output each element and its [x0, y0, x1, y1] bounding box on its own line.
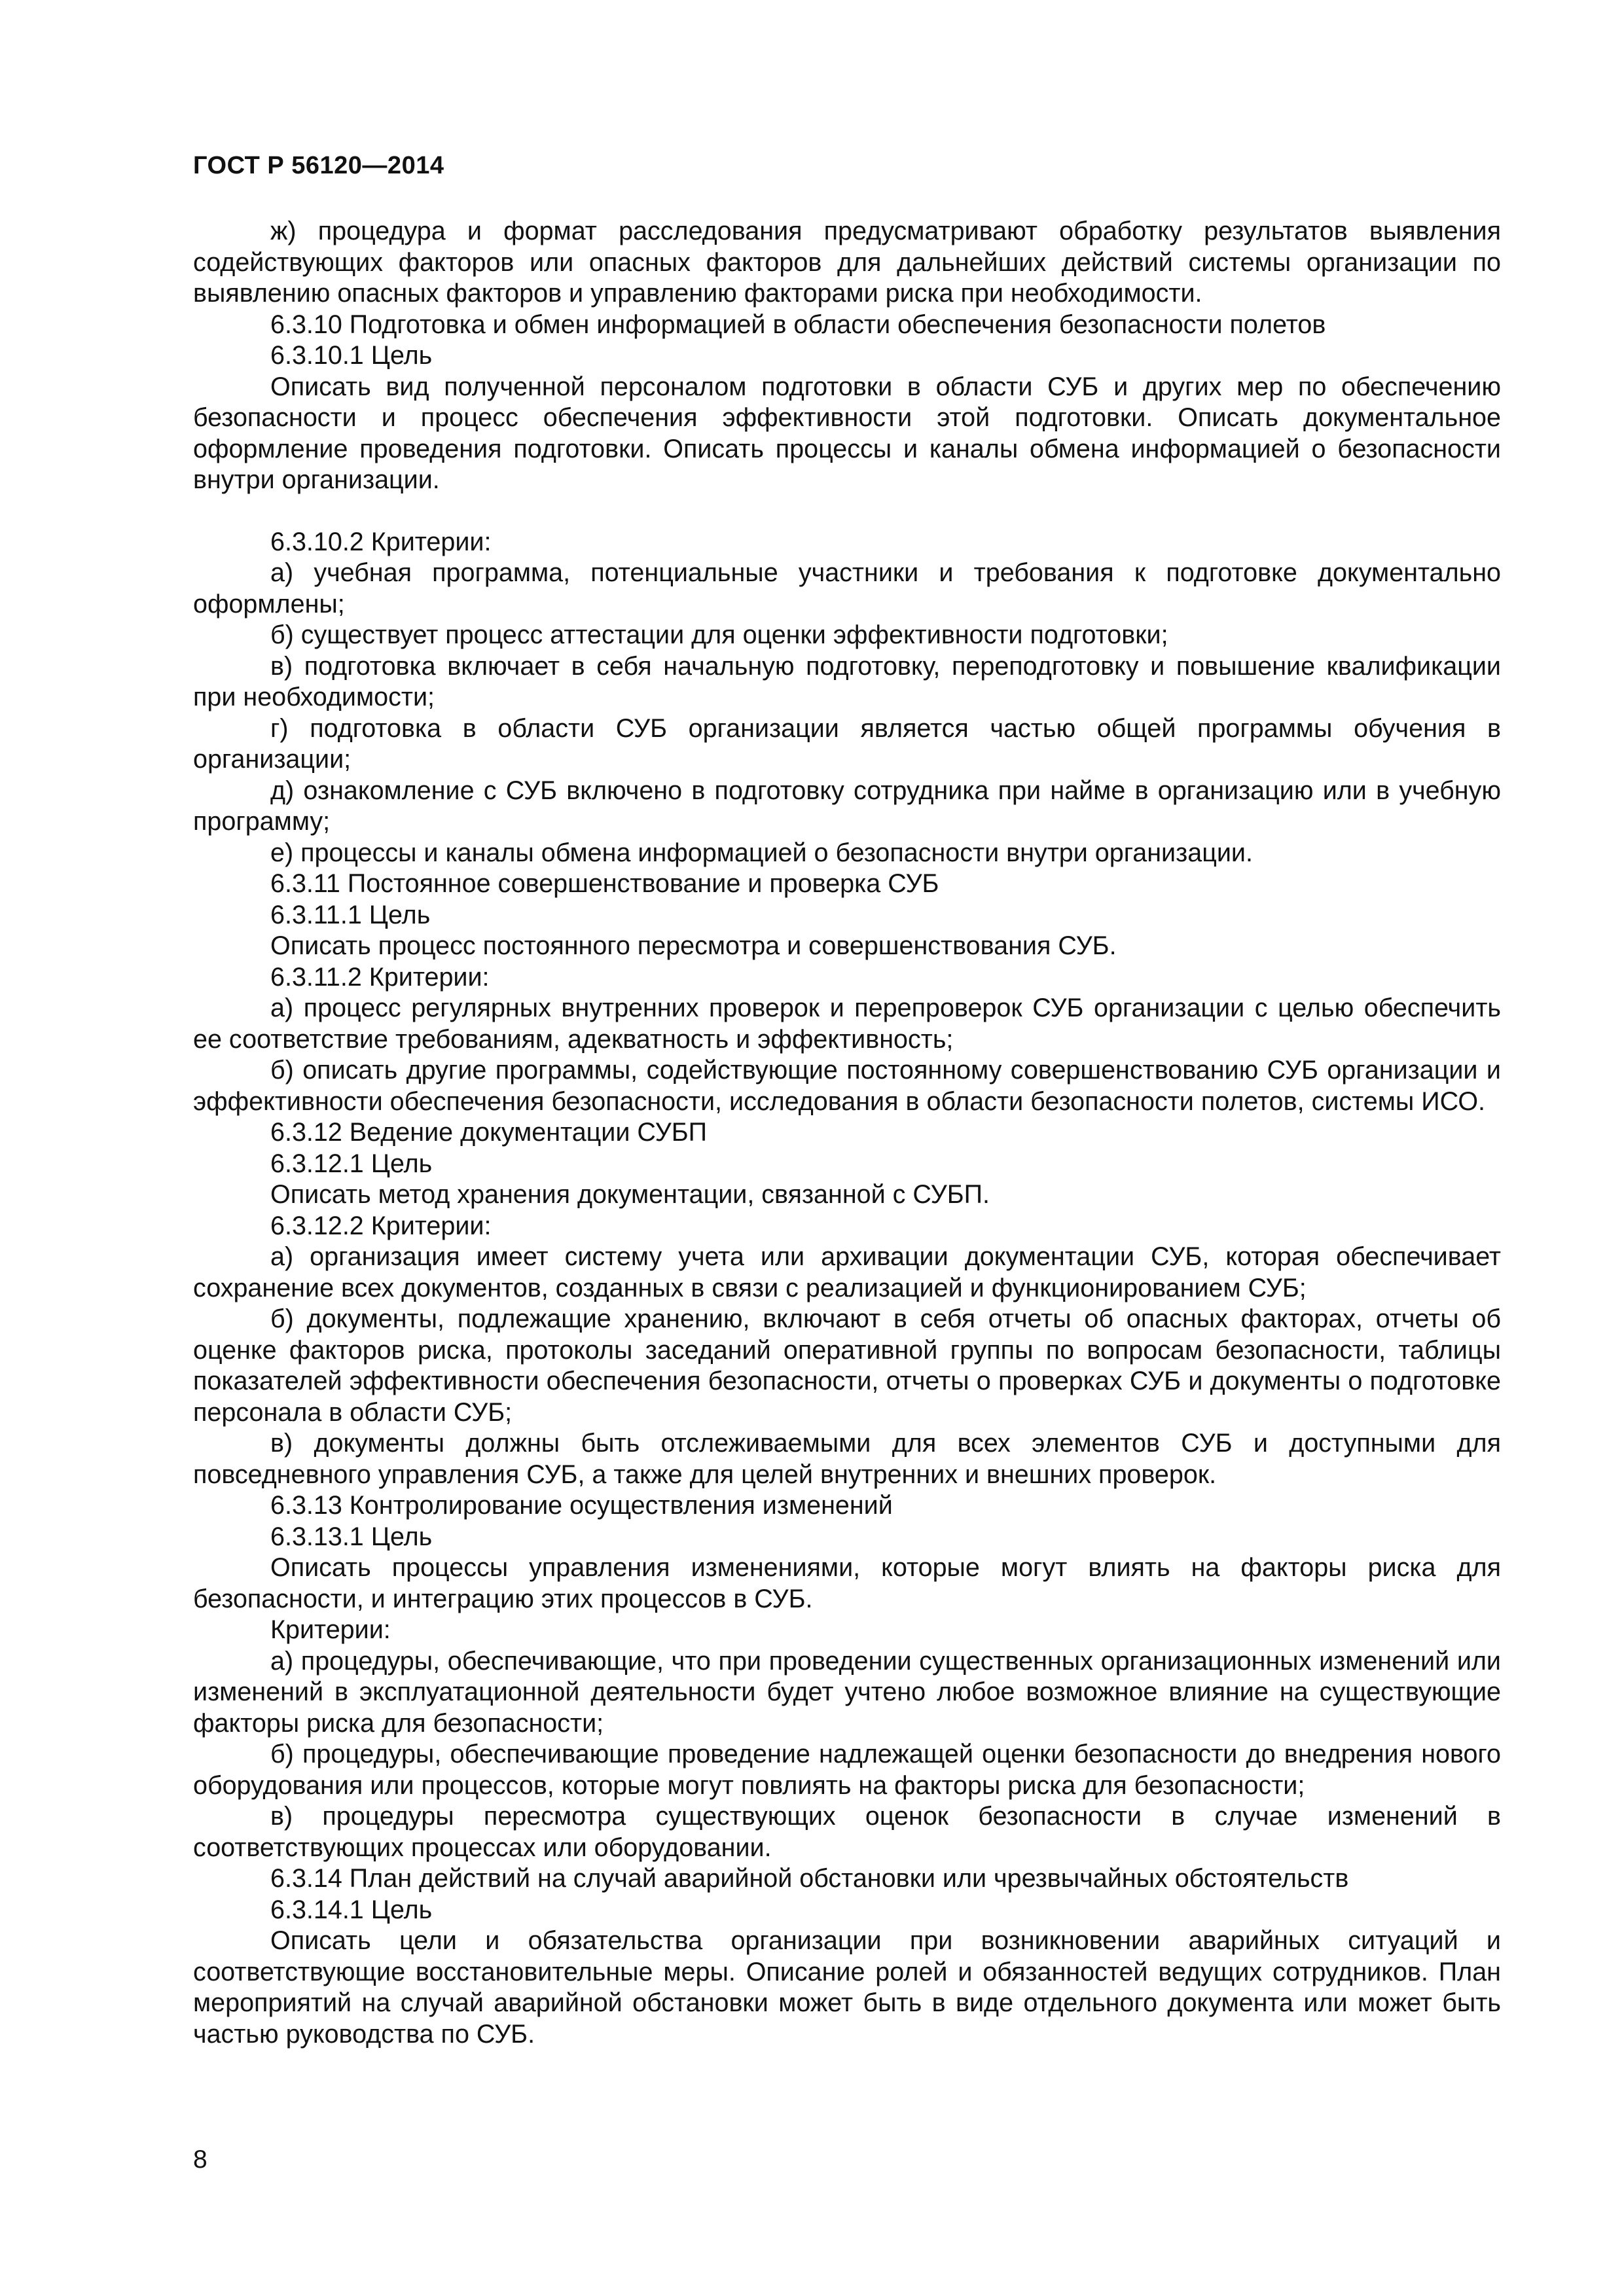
paragraph: Описать метод хранения документации, связанной с СУБП. [270, 1180, 990, 1209]
list-item: а) процесс регулярных внутренних проверок и перепроверок СУБ организации с целью обеспечить ее соответствие требованиям, адекватность и эффективность; [193, 994, 1501, 1054]
list-item: б) документы, подлежащие хранению, включают в себя отчеты об опасных факторах, отчеты об оценке факторов риска, протоколы заседаний оперативной группы по вопросам безопасности, таблицы показателей эффективности обеспечения безопасности, отчеты о проверках СУБ и документы о подготовке персонала в области СУБ; [193, 1304, 1501, 1427]
subsection-heading: 6.3.11.1 Цель [270, 900, 431, 929]
list-item: в) подготовка включает в себя начальную подготовку, переподготовку и повышение квалификации при необходимости; [193, 651, 1501, 711]
subsection-heading: 6.3.14.1 Цель [270, 1895, 433, 1924]
list-item: б) процедуры, обеспечивающие проведение надлежащей оценки безопасности до внедрения нового оборудования или процессов, которые могут повлиять на факторы риска для безопасности; [193, 1740, 1501, 1800]
section-heading: 6.3.12 Ведение документации СУБП [270, 1118, 708, 1147]
paragraph: Описать вид полученной персоналом подготовки в области СУБ и других мер по обеспечению безопасности и процесс обеспечения эффективности этой подготовки. Описать документальное оформление проведения подготовки. Описать процессы и каналы обмена информацией о безопасности внутри организации. [193, 372, 1501, 494]
subsection-heading: 6.3.13.1 Цель [270, 1522, 433, 1551]
subsection-heading: Критерии: [270, 1615, 391, 1644]
subsection-heading: 6.3.10.1 Цель [270, 341, 433, 370]
section-heading: 6.3.13 Контролирование осуществления изменений [270, 1491, 893, 1520]
section-heading: 6.3.11 Постоянное совершенствование и проверка СУБ [270, 869, 939, 898]
paragraph: ж) процедура и формат расследования предусматривают обработку результатов выявления содействующих факторов или опасных факторов для дальнейших действий системы организации по выявлению опасных факторов и управлению факторами риска при необходимости. [193, 217, 1501, 308]
list-item: г) подготовка в области СУБ организации является частью общей программы обучения в организации; [193, 713, 1501, 774]
page-number: 8 [193, 2145, 208, 2174]
subsection-heading: 6.3.10.2 Критерии: [270, 527, 492, 556]
document-body [193, 216, 1501, 2050]
list-item: е) процессы и каналы обмена информацией о безопасности внутри организации. [270, 838, 1253, 867]
document-header: ГОСТ Р 56120—2014 [193, 152, 444, 179]
section-heading: 6.3.14 План действий на случай аварийной обстановки или чрезвычайных обстоятельств [270, 1864, 1349, 1893]
list-item: в) процедуры пересмотра существующих оценок безопасности в случае изменений в соответствующих процессах или оборудовании. [193, 1802, 1501, 1862]
list-item: д) ознакомление с СУБ включено в подготовку сотрудника при найме в организацию или в учебную программу; [193, 776, 1501, 836]
paragraph: Описать цели и обязательства организации при возникновении аварийных ситуаций и соответствующие восстановительные меры. Описание ролей и обязанностей ведущих сотрудников. План мероприятий на случай аварийной обстановки может быть в виде отдельного документа или может быть частью руководства по СУБ. [193, 1926, 1501, 2049]
list-item: в) документы должны быть отслеживаемыми для всех элементов СУБ и доступными для повседневного управления СУБ, а также для целей внутренних и внешних проверок. [193, 1429, 1501, 1489]
paragraph: Описать процессы управления изменениями, которые могут влиять на факторы риска для безопасности, и интеграцию этих процессов в СУБ. [193, 1553, 1501, 1613]
subsection-heading: 6.3.12.1 Цель [270, 1149, 433, 1178]
list-item: б) описать другие программы, содействующие постоянному совершенствованию СУБ организации и эффективности обеспечения безопасности, исследования в области безопасности полетов, системы ИСО. [193, 1056, 1501, 1116]
list-item: а) организация имеет систему учета или архивации документации СУБ, которая обеспечивает сохранение всех документов, созданных в связи с реализацией и функционированием СУБ; [193, 1242, 1501, 1302]
subsection-heading: 6.3.11.2 Критерии: [270, 962, 490, 992]
subsection-heading: 6.3.12.2 Критерии: [270, 1211, 492, 1240]
list-item: а) учебная программа, потенциальные участники и требования к подготовке документально оформлены; [193, 558, 1501, 619]
list-item: а) процедуры, обеспечивающие, что при проведении существенных организационных изменений или изменений в эксплуатационной деятельности будет учтено любое возможное влияние на существующие факторы риска для безопасности; [193, 1646, 1501, 1738]
list-item: б) существует процесс аттестации для оценки эффективности подготовки; [270, 620, 1168, 649]
section-heading: 6.3.10 Подготовка и обмен информацией в области обеспечения безопасности полетов [270, 310, 1326, 339]
paragraph: Описать процесс постоянного пересмотра и совершенствования СУБ. [270, 931, 1117, 960]
